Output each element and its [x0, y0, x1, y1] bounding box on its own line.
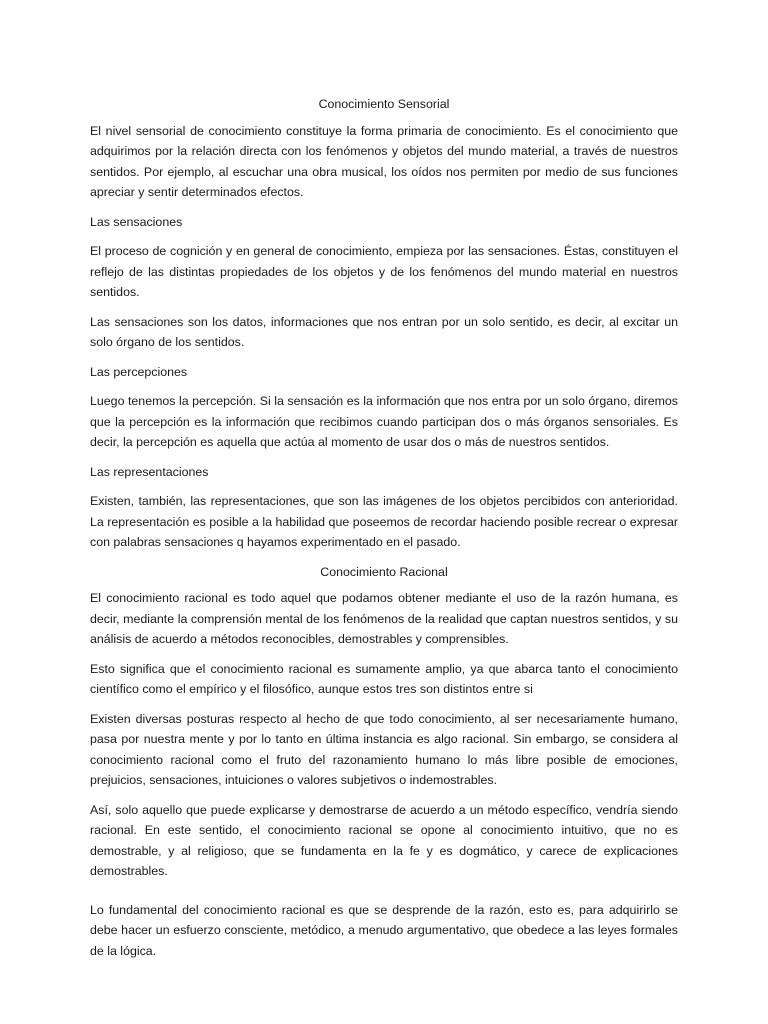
section-title-sensorial: Conocimiento Sensorial	[318, 97, 450, 111]
heading-percepciones: Las percepciones	[90, 364, 188, 379]
paragraph-racional-2: Esto significa que el conocimiento racional es sumamente amplio, ya que abarca tanto el conocimiento científico como el empírico y el filosófico, aunque estos tres son distintos entre si	[90, 661, 678, 696]
paragraph-racional-3: Existen diversas posturas respecto al hecho de que todo conocimiento, al ser necesariamente humano, pasa por nuestra mente y por lo tanto en última instancia es algo racional. Sin embargo, se considera al conocimiento racional como el fruto del razonamiento humano lo más libre posible de emociones, prejuicios, sensaciones, intuiciones o valores subjetivos o indemostrables.	[90, 711, 678, 787]
paragraph-racional-4: Así, solo aquello que puede explicarse y demostrarse de acuerdo a un método específico, vendría siendo racional. En este sentido, el conocimiento racional se opone al conocimiento intuitivo, que no es demostrable, y al religioso, que se fundamenta en la fe y es dogmático, y carece de explicaciones demostrables.	[90, 802, 678, 878]
paragraph-sensaciones-1: El proceso de cognición y en general de conocimiento, empieza por las sensaciones. Éstas, constituyen el reflejo de las distintas propiedades de los objetos y de los fenómenos del mundo material en nuestros sentidos.	[90, 244, 678, 299]
heading-sensaciones: Las sensaciones	[90, 214, 183, 229]
paragraph-racional-1: El conocimiento racional es todo aquel que podamos obtener mediante el uso de la razón humana, es decir, mediante la comprensión mental de los fenómenos de la realidad que captan nuestros sentidos, y su análisis de acuerdo a métodos reconocibles, demostrables y comprensibles.	[90, 591, 678, 646]
paragraph-sensaciones-2: Las sensaciones son los datos, informaciones que nos entran por un solo sentido, es decir, al excitar un solo órgano de los sentidos.	[90, 314, 678, 349]
section-title-racional: Conocimiento Racional	[320, 564, 448, 579]
paragraph-racional-5: Lo fundamental del conocimiento racional es que se desprende de la razón, esto es, para adquirirlo se debe hacer un esfuerzo consciente, metódico, a menudo argumentativo, que obedece a las leyes formales de la lógica.	[90, 902, 678, 958]
paragraph-representaciones: Existen, también, las representaciones, que son las imágenes de los objetos percibidos con anterioridad. La representación es posible a la habilidad que poseemos de recordar haciendo posible recrear o expresar con palabras sensaciones q hayamos experimentado en el pasado.	[90, 494, 678, 549]
paragraph-percepciones: Luego tenemos la percepción. Si la sensación es la información que nos entra por un solo órgano, diremos que la percepción es la información que recibimos cuando participan dos o más órganos sensoriales. Es decir, la percepción es aquella que actúa al momento de usar dos o más de nuestros sentidos.	[90, 394, 678, 449]
heading-representaciones: Las representaciones	[90, 464, 209, 479]
paragraph-intro: El nivel sensorial de conocimiento constituye la forma primaria de conocimiento. Es el conocimiento que adquirimos por la relación directa con los fenómenos y objetos del mundo material, a través de nuestros sentidos. Por ejemplo, al escuchar una obra musical, los oídos nos permiten por medio de sus funciones apreciar y sentir determinados efectos.	[90, 123, 678, 199]
